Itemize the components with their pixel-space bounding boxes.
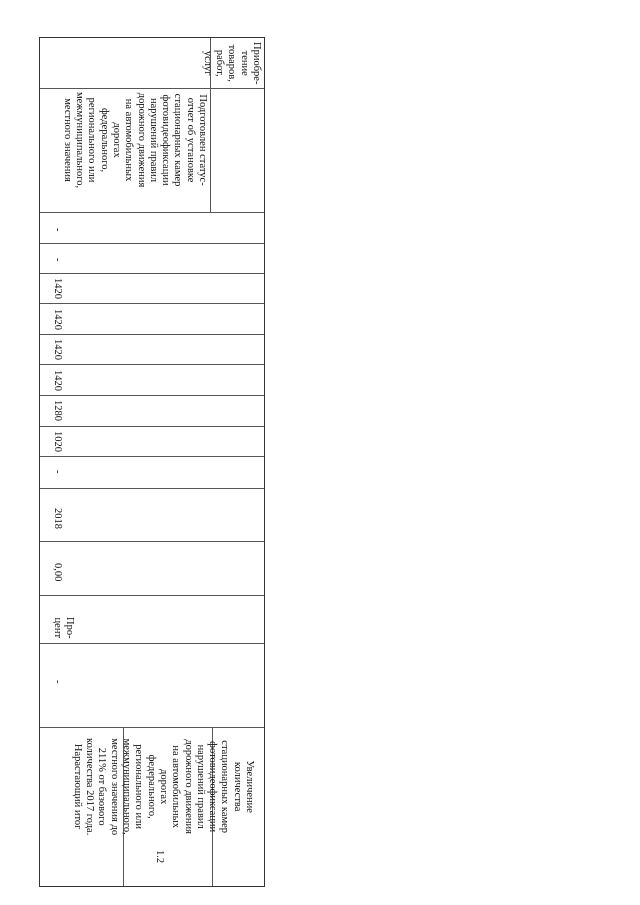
result-cell: Подготовлен статус- отчет об установке стационарных камер фотовидеофиксации нарушений правил дорожного движения на автомобильных дорогах федерального, регионального или межмуниципального, местного значения (61, 92, 208, 189)
category-cell: Приобре- тение товаров, работ, услуг (201, 42, 262, 85)
column-divider (40, 541, 264, 542)
column-divider (40, 303, 264, 304)
indicator-cell: Увеличение количества стационарных камер фотовидеофиксации нарушений правил дорожного движения на автомобильных дорогах федерального, регионального или межмуниципального, местного значения до 211% от базового количества 2017 года. Нарастающий итог (71, 738, 255, 836)
column-divider (40, 456, 264, 457)
value-cell: 1420 (52, 370, 63, 391)
value-cell: 1420 (52, 339, 63, 360)
base-year-cell: 2018 (52, 508, 63, 529)
value-cell: - (52, 258, 63, 262)
value-cell: 1420 (52, 309, 63, 330)
column-divider (40, 364, 264, 365)
column-divider (40, 426, 264, 427)
value-cell: - (52, 228, 63, 232)
value-cell: 1280 (52, 400, 63, 421)
row-number-cell: 1.2 (154, 850, 165, 864)
column-divider (40, 273, 264, 274)
base-value-cell: 0,00 (52, 563, 63, 582)
value-cell: 1420 (52, 278, 63, 299)
value-cell: 1020 (52, 431, 63, 452)
type-cell: - (52, 680, 63, 684)
column-divider (40, 395, 264, 396)
column-divider (40, 88, 264, 89)
column-divider (40, 243, 264, 244)
value-cell: - (52, 470, 63, 474)
column-divider (40, 334, 264, 335)
column-divider (40, 643, 264, 644)
column-divider (40, 727, 264, 728)
unit-cell: Про- цент (51, 617, 75, 639)
column-divider (40, 488, 264, 489)
column-divider (40, 212, 264, 213)
column-divider (40, 595, 264, 596)
